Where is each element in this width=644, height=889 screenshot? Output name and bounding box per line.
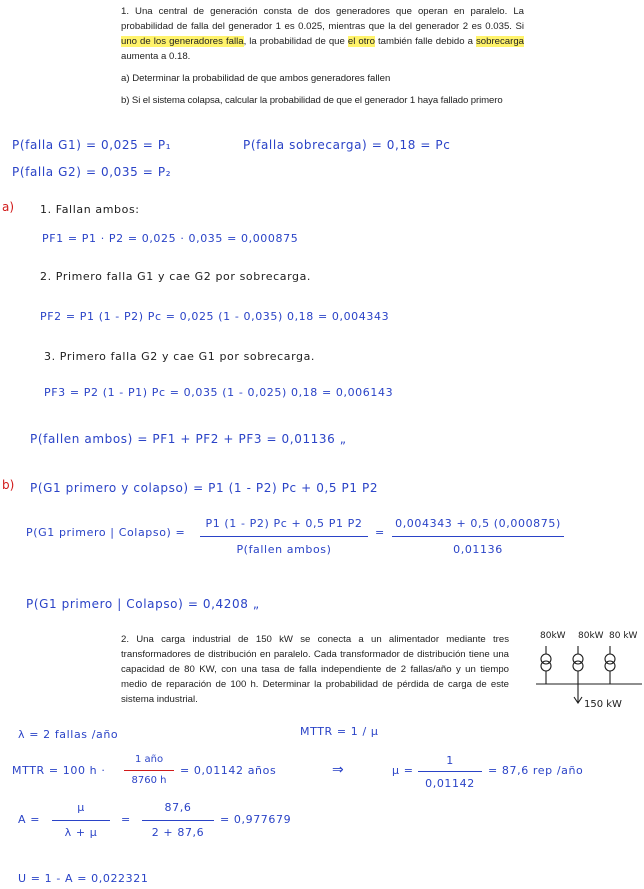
pf1-line: PF1 = P1 · P2 = 0,025 · 0,035 = 0,000875 <box>42 232 299 245</box>
problem-2-statement <box>121 632 509 714</box>
fraction-numerator: 1 <box>446 754 454 767</box>
case-2-title: 2. Primero falla G1 y cae G2 por sobrecarga. <box>40 270 312 283</box>
availability-result: = 0,977679 <box>220 813 292 826</box>
fraction-denominator: 0,01136 <box>453 543 503 556</box>
availability-fraction-1 <box>52 799 110 843</box>
problem-2-text: 2. Una carga industrial de 150 kW se conecta a un alimentador mediante tres transformadores de distribución en paralelo. Cada transformador de distribución tiene una capacidad de 80 KW, con una tasa de falla independiente de 2 fallas/año y un tiempo medio de reparación de 100 h. Determinar la probabilidad de pérdida de carga de este sistema industrial. <box>121 634 509 705</box>
note-p-overload: P(falla sobrecarga) = 0,18 = Pc <box>243 138 451 152</box>
implies-arrow: ⇒ <box>332 762 345 778</box>
fraction-bar <box>200 536 368 537</box>
availability-lhs: A = <box>18 813 41 826</box>
fraction-denominator: 8760 h <box>131 775 167 786</box>
unavailability-line: U = 1 - A = 0,022321 <box>18 872 149 885</box>
mu-lhs: μ = <box>392 764 414 777</box>
conditional-fraction-1 <box>200 515 368 563</box>
mu-fraction <box>418 752 482 794</box>
mttr-conversion-fraction <box>124 752 174 792</box>
fraction-numerator: μ <box>77 801 85 814</box>
availability-equals: = <box>121 813 131 826</box>
fraction-numerator: P1 (1 - P2) Pc + 0,5 P1 P2 <box>205 517 363 530</box>
fraction-bar <box>418 771 482 772</box>
mttr-result: = 0,01142 años <box>180 764 277 777</box>
transformer-3-rating: 80 kW <box>609 631 638 641</box>
conditional-result: P(G1 primero | Colapso) = 0,4208 „ <box>26 597 260 611</box>
transformer-diagram <box>534 630 644 710</box>
case-1-title: 1. Fallan ambos: <box>40 203 140 216</box>
load-rating: 150 kW <box>584 699 622 710</box>
transformer-3-coil-bottom <box>605 661 615 671</box>
fraction-denominator: P(fallen ambos) <box>236 543 332 556</box>
transformer-1-rating: 80kW <box>540 631 566 641</box>
conditional-fraction-2 <box>392 515 564 563</box>
equals-sign: = <box>375 526 385 539</box>
transformer-2-coil-bottom <box>573 661 583 671</box>
problem-1-statement <box>121 4 524 115</box>
failure-rate: λ = 2 fallas /año <box>18 728 119 741</box>
mark-b: b) <box>2 478 15 492</box>
problem-1-text: 1. Una central de generación consta de dos generadores que operan en paralelo. La probabilidad de falla del generador 1 es 0.025, mientras que la del generador 2 es 0.035. Si uno de los generadores falla, la probabilidad de que el otro también falle debido a sobrecarga aumenta a 0.18. <box>121 6 524 62</box>
total-probability: P(fallen ambos) = PF1 + PF2 + PF3 = 0,01136 „ <box>30 432 347 446</box>
transformer-2-rating: 80kW <box>578 631 604 641</box>
mu-result: = 87,6 rep /año <box>488 764 584 777</box>
fraction-bar <box>124 770 174 771</box>
note-p-g2: P(falla G2) = 0,035 = P₂ <box>12 165 172 179</box>
case-3-title: 3. Primero falla G2 y cae G1 por sobrecarga. <box>44 350 316 363</box>
problem-1-part-b: b) Si el sistema colapsa, calcular la probabilidad de que el generador 1 haya fallado primero <box>121 95 503 106</box>
fraction-bar <box>392 536 564 537</box>
g1-first-collapse: P(G1 primero y colapso) = P1 (1 - P2) Pc + 0,5 P1 P2 <box>30 481 379 495</box>
problem-1-part-a: a) Determinar la probabilidad de que ambos generadores fallen <box>121 73 391 84</box>
highlight-el-otro: el otro <box>347 36 375 47</box>
fraction-denominator: λ + μ <box>64 826 98 839</box>
fraction-bar <box>142 820 214 821</box>
fraction-numerator: 0,004343 + 0,5 (0,000875) <box>395 517 561 530</box>
fraction-numerator: 1 año <box>134 754 164 765</box>
availability-fraction-2 <box>142 799 214 843</box>
conditional-lhs: P(G1 primero | Colapso) = <box>26 526 186 539</box>
mark-a: a) <box>2 200 15 214</box>
pf2-line: PF2 = P1 (1 - P2) Pc = 0,025 (1 - 0,035) 0,18 = 0,004343 <box>40 310 390 323</box>
mttr-lhs: MTTR = 100 h · <box>12 764 106 777</box>
note-p-g1: P(falla G1) = 0,025 = P₁ <box>12 138 172 152</box>
fraction-denominator: 0,01142 <box>425 777 475 790</box>
fraction-bar <box>52 820 110 821</box>
pf3-line: PF3 = P2 (1 - P1) Pc = 0,035 (1 - 0,025) 0,18 = 0,006143 <box>44 386 394 399</box>
transformer-1-coil-bottom <box>541 661 551 671</box>
fraction-numerator: 87,6 <box>164 801 192 814</box>
mttr-definition: MTTR = 1 / μ <box>300 725 379 738</box>
highlight-uno-falla: uno de los generadores falla <box>121 36 244 47</box>
fraction-denominator: 2 + 87,6 <box>151 826 205 839</box>
highlight-sobrecarga: sobrecarga <box>476 36 524 47</box>
